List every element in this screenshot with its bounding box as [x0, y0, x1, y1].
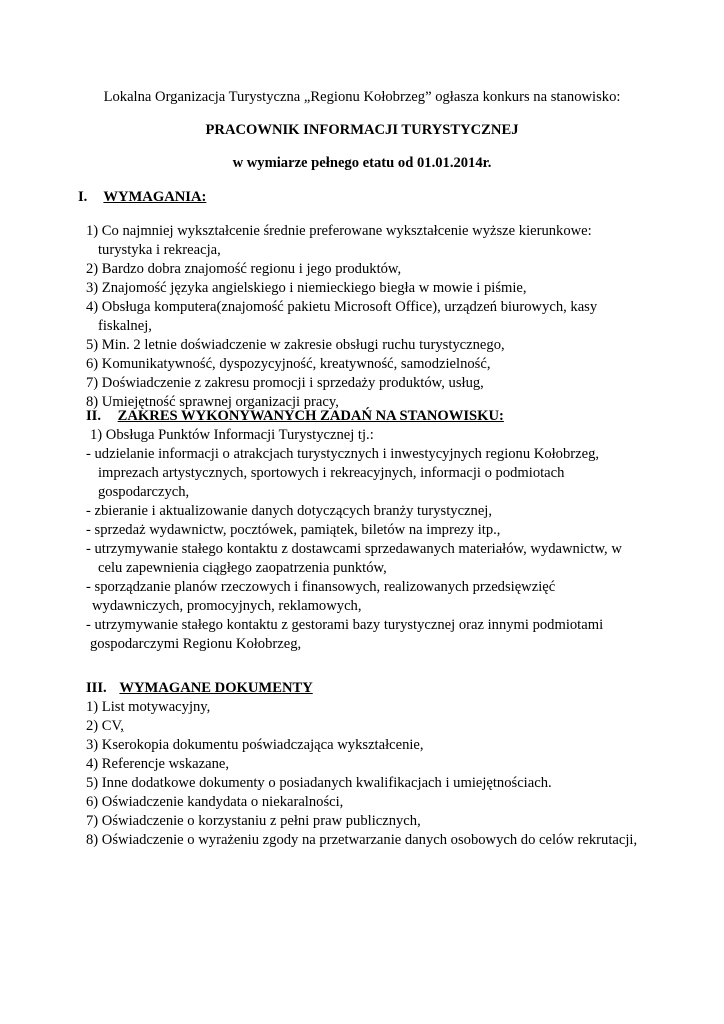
documents-heading-number: III.: [86, 680, 107, 696]
document-line: 3) Kserokopia dokumentu poświadczająca wykształcenie,: [86, 737, 424, 753]
cv-comma: ,: [120, 718, 124, 734]
requirement-line: turystyka i rekreacja,: [98, 242, 221, 258]
requirements-heading-number: I.: [78, 189, 88, 205]
documents-heading-title: WYMAGANE DOKUMENTY: [119, 680, 313, 696]
document-line: 4) Referencje wskazane,: [86, 756, 230, 772]
cv-label: 2) CV: [86, 718, 121, 734]
requirements-heading-title: WYMAGANIA:: [103, 189, 207, 205]
duties-heading-title: ZAKRES WYKONYWANYCH ZADAŃ NA STANOWISKU:: [117, 408, 504, 424]
requirement-line: 1) Co najmniej wykształcenie średnie preferowane wykształcenie wyższe kierunkowe:: [86, 223, 592, 239]
requirement-line: 5) Min. 2 letnie doświadczenie w zakresie obsługi ruchu turystycznego,: [86, 337, 505, 353]
requirement-line: 3) Znajomość języka angielskiego i niemieckiego biegła w mowie i piśmie,: [86, 280, 527, 296]
duty-line: gospodarczych,: [98, 484, 190, 500]
requirements-section: [78, 188, 686, 412]
duty-line: - sporządzanie planów rzeczowych i finansowych, realizowanych przedsięwzięć: [86, 579, 556, 595]
duty-line: - udzielanie informacji o atrakcjach turystycznych i inwestycyjnych regionu Kołobrzeg,: [86, 446, 600, 462]
documents-heading: [86, 679, 686, 698]
duty-line: - utrzymywanie stałego kontaktu z dostawcami sprzedawanych materiałów, wydawnictw, w: [86, 541, 622, 557]
duties-heading-number: II.: [86, 408, 102, 424]
requirement-line: fiskalnej,: [98, 318, 152, 334]
requirement-line: 7) Doświadczenie z zakresu promocji i sprzedaży produktów, usług,: [86, 375, 484, 391]
requirement-line: 4) Obsługa komputera(znajomość pakietu Microsoft Office), urządzeń biurowych, kasy: [86, 299, 598, 315]
document-line: [86, 717, 686, 736]
duties-heading: [86, 407, 686, 426]
document-line: 7) Oświadczenie o korzystaniu z pełni praw publicznych,: [86, 813, 421, 829]
duty-line: - sprzedaż wydawnictw, pocztówek, pamiątek, biletów na imprezy itp.,: [86, 522, 501, 538]
duty-line: 1) Obsługa Punktów Informacji Turystycznej tj.:: [90, 427, 374, 443]
document-line: 8) Oświadczenie o wyrażeniu zgody na przetwarzanie danych osobowych do celów rekrutacji,: [86, 832, 638, 848]
announcement-intro: Lokalna Organizacja Turystyczna „Regionu Kołobrzeg” ogłasza konkurs na stanowisko:: [103, 89, 621, 105]
document-line: 1) List motywacyjny,: [86, 699, 211, 715]
duty-line: wydawniczych, promocyjnych, reklamowych,: [92, 598, 362, 614]
requirement-line: 6) Komunikatywność, dyspozycyjność, kreatywność, samodzielność,: [86, 356, 491, 372]
documents-section: [86, 679, 686, 850]
document-line: 6) Oświadczenie kandydata o niekaralności,: [86, 794, 344, 810]
requirement-line: 8) Umiejętność sprawnej organizacji pracy,: [86, 394, 339, 410]
duties-section: [86, 407, 686, 654]
duty-line: - zbieranie i aktualizowanie danych dotyczących branży turystycznej,: [86, 503, 493, 519]
position-title: PRACOWNIK INFORMACJI TURYSTYCZNEJ: [205, 122, 519, 138]
duty-line: celu zapewnienia ciągłego zaopatrzenia punktów,: [98, 560, 387, 576]
requirements-heading: [78, 188, 686, 207]
requirement-line: 2) Bardzo dobra znajomość regionu i jego produktów,: [86, 261, 402, 277]
document-line: 5) Inne dodatkowe dokumenty o posiadanych kwalifikacjach i umiejętnościach.: [86, 775, 552, 791]
duty-line: - utrzymywanie stałego kontaktu z gestorami bazy turystycznej oraz innymi podmiotami: [86, 617, 604, 633]
duty-line: imprezach artystycznych, sportowych i rekreacyjnych, informacji o podmiotach: [98, 465, 565, 481]
duty-line: gospodarczymi Regionu Kołobrzeg,: [90, 636, 302, 652]
employment-terms: w wymiarze pełnego etatu od 01.01.2014r.: [232, 155, 492, 171]
